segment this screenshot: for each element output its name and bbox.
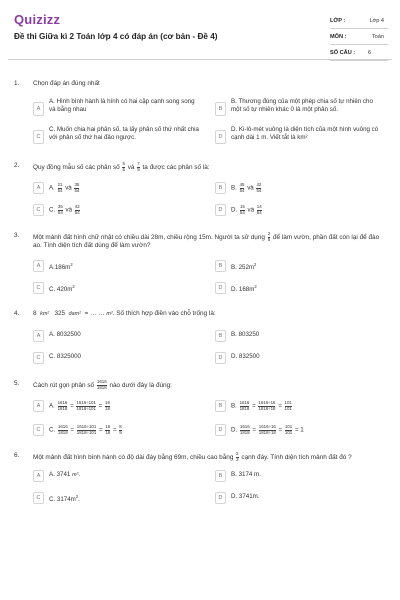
option-text: $A.186m^2$ bbox=[49, 262, 73, 272]
question-number: 6. bbox=[14, 452, 20, 459]
option-text: A. 3741 m². bbox=[49, 471, 81, 478]
option-text: D. 832500 bbox=[231, 353, 260, 360]
question-text-part: ta được các phân số là: bbox=[142, 163, 210, 171]
option-text: D. Ki-lô-mét vuông là diện tích của một hình vuông có cạnh dài 1 m. Viết tắt là km² bbox=[231, 126, 379, 141]
fraction: $\frac{5}{6}$ bbox=[122, 161, 125, 172]
fraction: $\frac{1616}{1818}$ bbox=[239, 400, 250, 411]
fraction: $\frac{1616}{1818}$ bbox=[57, 424, 68, 435]
option-letter: D bbox=[215, 282, 226, 294]
option-a[interactable] bbox=[33, 256, 211, 276]
meta-value: 6 bbox=[368, 50, 372, 56]
option-text: A. 8032500 bbox=[49, 331, 81, 338]
option-c[interactable] bbox=[33, 278, 211, 298]
option-text: A. $\frac{1616}{1818}$ = $\frac{1616\div 101}{1818\div 101}$ = $\frac{16}{18}$ bbox=[49, 400, 110, 411]
meta-label: LỚP : bbox=[330, 18, 346, 24]
option-letter: A bbox=[33, 182, 44, 194]
question-text bbox=[33, 232, 389, 251]
option-text: C. $420m^2$ bbox=[49, 284, 75, 294]
option-a[interactable] bbox=[33, 466, 211, 486]
fraction: $\frac{7}{9}$ bbox=[137, 161, 140, 172]
header-divider bbox=[8, 59, 392, 60]
option-b[interactable] bbox=[215, 178, 390, 198]
option-a[interactable] bbox=[33, 178, 211, 198]
option-text: B. Thương đúng của một phép chia số tự nhiên cho một số tự nhiên khác 0 là một phân số. bbox=[231, 98, 373, 113]
option-letter: A bbox=[33, 330, 44, 342]
option-d[interactable] bbox=[215, 200, 390, 220]
question-text: 8 km² 325 dam² = … … m². Số thích hợp điền vào chỗ trống là: bbox=[33, 310, 216, 317]
fraction: $\frac{2}{3}$ bbox=[236, 451, 239, 462]
option-letter: A bbox=[33, 102, 44, 116]
option-d[interactable] bbox=[215, 420, 390, 440]
question-text bbox=[33, 162, 389, 172]
option-text: C. $3174m^2$. bbox=[49, 494, 80, 504]
option-letter: D bbox=[215, 492, 226, 504]
fraction: $\frac{42}{54}$ bbox=[256, 182, 262, 193]
option-text: B. $\frac{1616}{1818}$ = $\frac{1616\div 16}{1818\div 18}$ = $\frac{101}{101}$ bbox=[231, 400, 292, 411]
option-letter: B bbox=[215, 400, 226, 412]
option-c[interactable] bbox=[33, 420, 211, 440]
option-letter: D bbox=[215, 352, 226, 364]
option-d[interactable] bbox=[215, 348, 390, 368]
option-letter: A bbox=[33, 400, 44, 412]
question-number: 5. bbox=[14, 380, 20, 387]
fraction: $\frac{8}{9}$ bbox=[119, 424, 122, 435]
option-c[interactable] bbox=[33, 200, 211, 220]
option-text: C. $\frac{1616}{1818}$ = $\frac{1616\div 101}{1818\div 101}$ = $\frac{16}{18}$ = $\frac{8}{9}$ bbox=[49, 424, 122, 435]
fraction: $\frac{1616}{1818}$ bbox=[57, 400, 68, 411]
option-letter: B bbox=[215, 260, 226, 272]
question-text-part: để làm vườn, phần đất còn lại để đào ao. Tính diện tích đất dùng để làm vườn? bbox=[33, 233, 380, 250]
option-letter: C bbox=[33, 130, 44, 144]
question-number: 1. bbox=[14, 80, 20, 87]
option-text: B. $\frac{45}{54}$ và $\frac{42}{54}$ bbox=[231, 182, 262, 193]
fraction: $\frac{101}{101}$ bbox=[284, 400, 292, 411]
option-text: D. 3741m. bbox=[231, 493, 260, 500]
fraction: $\frac{1616\div 101}{1818\div 101}$ bbox=[76, 400, 96, 411]
option-d[interactable] bbox=[215, 278, 390, 298]
option-d[interactable] bbox=[215, 488, 390, 508]
fraction: $\frac{35}{54}$ bbox=[57, 204, 63, 215]
option-b[interactable] bbox=[215, 466, 390, 486]
option-c[interactable] bbox=[33, 348, 211, 368]
meta-label: MÔN : bbox=[330, 34, 347, 40]
option-c[interactable] bbox=[33, 488, 211, 508]
meta-value: Toán bbox=[371, 34, 384, 40]
question-text: Cách rút gọn phân số $\frac{1616}{1818}$ nào dưới đây là đúng: bbox=[33, 379, 172, 390]
option-letter: D bbox=[215, 424, 226, 436]
fraction: $\frac{1616\div 101}{1818\div 101}$ bbox=[76, 424, 97, 435]
meta-label: SỐ CÂU : bbox=[330, 50, 356, 56]
option-text: B. 803250 bbox=[231, 331, 260, 338]
option-text: A. $\frac{21}{54}$ và $\frac{35}{54}$ bbox=[49, 182, 80, 193]
option-c[interactable] bbox=[33, 124, 211, 150]
meta-table bbox=[330, 13, 388, 61]
fraction: $\frac{14}{54}$ bbox=[256, 204, 262, 215]
option-b[interactable] bbox=[215, 396, 390, 416]
option-letter: C bbox=[33, 424, 44, 436]
option-b[interactable] bbox=[215, 326, 390, 346]
option-letter: B bbox=[215, 182, 226, 194]
option-letter: B bbox=[215, 330, 226, 342]
question-text-part: và bbox=[127, 163, 135, 171]
fraction: $\frac{16}{18}$ bbox=[105, 400, 110, 411]
option-letter: C bbox=[33, 352, 44, 364]
question-text: Một mảnh đất hình bình hành có độ dài đáy bằng 69m, chiều cao bằng $\frac{2}{3}$ cạnh đáy. Tính diện tích mảnh đất đó ? bbox=[33, 451, 352, 462]
question-number: 2. bbox=[14, 162, 20, 169]
option-letter: B bbox=[215, 102, 226, 116]
fraction: $\frac{16}{18}$ bbox=[105, 424, 111, 435]
fraction: $\frac{1616\div 16}{1818\div 18}$ bbox=[258, 400, 276, 411]
option-letter: A bbox=[33, 260, 44, 272]
option-letter: C bbox=[33, 204, 44, 216]
fraction: $\frac{42}{54}$ bbox=[74, 204, 80, 215]
fraction: $\frac{2}{5}$ bbox=[267, 231, 271, 242]
fraction: $\frac{101}{101}$ bbox=[284, 424, 293, 435]
option-text: A. Hình bình hành là hình có hai cặp cạnh song song và bằng nhau bbox=[49, 98, 195, 113]
option-a[interactable] bbox=[33, 96, 211, 122]
fraction: $\frac{1616}{1818}$ bbox=[96, 379, 107, 390]
option-b[interactable] bbox=[215, 96, 390, 122]
fraction: $\frac{1616}{1818}$ bbox=[239, 424, 250, 435]
page-title: Đề thi Giữa kì 2 Toán lớp 4 có đáp án (cơ bản - Đề 4) bbox=[14, 32, 218, 41]
option-letter: D bbox=[215, 130, 226, 144]
option-a[interactable] bbox=[33, 396, 211, 416]
fraction: $\frac{1616\div 16}{1818\div 18}$ bbox=[258, 424, 276, 435]
question-number: 4. bbox=[14, 310, 20, 317]
option-text: C. $\frac{35}{54}$ và $\frac{42}{54}$ bbox=[49, 204, 80, 215]
option-text: B. 3174 m. bbox=[231, 471, 261, 478]
question-text: Chọn đáp án đúng nhất bbox=[33, 80, 100, 87]
meta-row-class bbox=[330, 13, 388, 29]
option-text: C. 8325000 bbox=[49, 353, 81, 360]
option-letter: A bbox=[33, 470, 44, 482]
option-text: C. Muốn chia hai phân số, ta lấy phân số thứ nhất chia với phân số thứ hai đảo ngược. bbox=[49, 126, 199, 141]
fraction: $\frac{45}{54}$ bbox=[239, 182, 245, 193]
question-number: 3. bbox=[14, 232, 20, 239]
option-text: D. $168m^2$ bbox=[231, 284, 257, 294]
fraction: $\frac{21}{54}$ bbox=[57, 182, 63, 193]
option-text: D. $\frac{15}{54}$ và $\frac{14}{54}$ bbox=[231, 204, 262, 215]
quizizz-logo: Quizizz bbox=[14, 12, 61, 27]
meta-row-subject bbox=[330, 29, 388, 45]
fraction: $\frac{15}{54}$ bbox=[239, 204, 245, 215]
option-letter: B bbox=[215, 470, 226, 482]
question-text-part: Một mảnh đất hình chữ nhật có chiều dài 28m, chiều rộng 15m. Người ta sử dụng bbox=[33, 233, 265, 241]
option-letter: C bbox=[33, 282, 44, 294]
option-a[interactable] bbox=[33, 326, 211, 346]
meta-value: Lớp 4 bbox=[369, 18, 384, 24]
option-text: D. $\frac{1616}{1818}$ = $\frac{1616\div 16}{1818\div 18}$ = $\frac{101}{101}$ = 1 bbox=[231, 424, 304, 435]
fraction: $\frac{35}{54}$ bbox=[74, 182, 80, 193]
option-letter: D bbox=[215, 204, 226, 216]
question-text-part: Quy đồng mẫu số các phân số bbox=[33, 163, 120, 171]
option-text: B. $252m^2$ bbox=[231, 262, 257, 272]
option-letter: C bbox=[33, 492, 44, 504]
option-b[interactable] bbox=[215, 256, 390, 276]
option-d[interactable] bbox=[215, 124, 390, 150]
